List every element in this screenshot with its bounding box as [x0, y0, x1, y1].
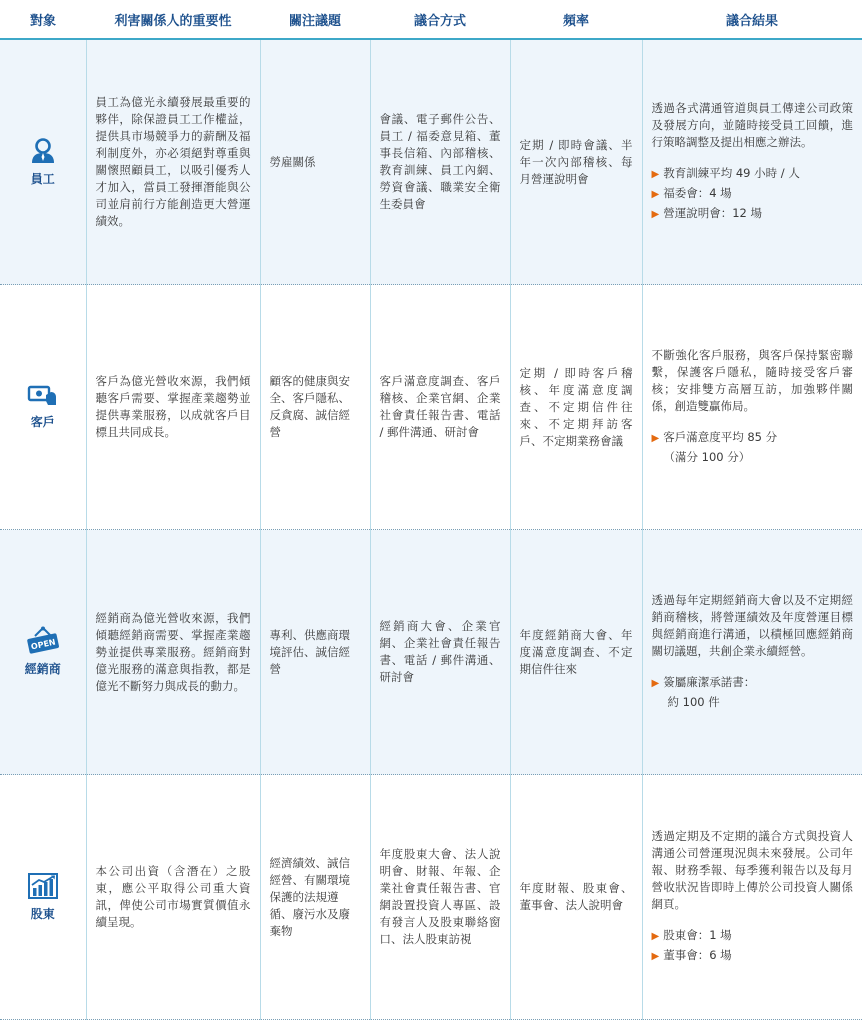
result-text: 透過各式溝通管道與員工傳達公司政策及發展方向，並隨時接受員工回饋，進行策略調整及提出相應之辦法。: [651, 100, 853, 149]
frequency-cell: 年度經銷商大會、年度滿意度調查、不定期信件往來: [510, 530, 642, 775]
stakeholder-cell: [0, 530, 86, 775]
employee-icon: [28, 136, 58, 166]
stakeholder-label: 股東: [30, 907, 55, 921]
result-cell: [642, 285, 862, 530]
triangle-bullet-icon: ▶: [651, 950, 660, 962]
result-bullet: ▶ 董事會：6 場: [651, 947, 732, 962]
header-frequency: 頻率: [510, 0, 642, 39]
table-row-distributor: [0, 530, 862, 775]
issues-cell: 專利、供應商環境評估、誠信經營: [260, 530, 370, 775]
issues-cell: 經濟績效、誠信經營、有關環境保護的法規遵循、廢污水及廢棄物: [260, 775, 370, 1020]
result-bullet: （滿分 100 分）: [663, 449, 751, 464]
header-methods: 議合方式: [370, 0, 510, 39]
triangle-bullet-icon: ▶: [651, 208, 660, 220]
stakeholder-cell: [0, 39, 86, 285]
frequency-cell: 年度財報、股東會、董事會、法人說明會: [510, 775, 642, 1020]
svg-text:OPEN: OPEN: [29, 637, 57, 652]
customer-icon: [27, 383, 59, 409]
table-row-customer: [0, 285, 862, 530]
importance-cell: 客戶為億光營收來源，我們傾聽客戶需要、掌握產業趨勢並提供專業服務，以成就客戶目標且共同成長。: [86, 285, 260, 530]
result-bullet: ▶ 營運說明會：12 場: [651, 205, 762, 220]
stakeholder-cell: [0, 775, 86, 1020]
bar-chart-icon: [26, 871, 60, 901]
frequency-cell: 定期 / 即時會議、半年一次內部稽核、每月營運說明會: [510, 39, 642, 285]
header-result: 議合結果: [642, 0, 862, 39]
stakeholder-label: 員工: [30, 172, 55, 186]
stakeholder-label: 經銷商: [24, 662, 61, 676]
issues-cell: 勞雇關係: [260, 39, 370, 285]
frequency-cell: 定期 / 即時客戶稽核、年度滿意度調查、不定期信件往來、不定期拜訪客戶、不定期業務會議: [510, 285, 642, 530]
methods-cell: 客戶滿意度調查、客戶稽核、企業官網、企業社會責任報告書、電話 / 郵件溝通、研討會: [370, 285, 510, 530]
result-bullet: ▶ 福委會：4 場: [651, 185, 732, 200]
open-sign-icon: [26, 626, 60, 656]
result-bullet: ▶ 股東會：1 場: [651, 927, 732, 942]
importance-cell: 員工為億光永續發展最重要的夥伴，除保證員工工作權益，提供具市場競爭力的薪酬及福利制度外，亦必須絕對尊重與關懷照顧員工，以吸引優秀人才加入，當員工發揮潛能與公司並肩前行方能創造更大營運績效。: [86, 39, 260, 285]
triangle-bullet-icon: ▶: [651, 677, 660, 689]
importance-cell: 經銷商為億光營收來源，我們傾聽經銷商需要、掌握產業趨勢並提供專業服務。經銷商對億光服務的滿意與指教，都是億光不斷努力與成長的動力。: [86, 530, 260, 775]
issues-cell: 顧客的健康與安全、客戶隱私、反貪腐、誠信經營: [260, 285, 370, 530]
result-bullet: ▶ 客戶滿意度平均 85 分: [651, 429, 778, 444]
table-row-shareholder: [0, 775, 862, 1020]
triangle-bullet-icon: ▶: [651, 432, 660, 444]
result-bullet: ▶ 簽屬廉潔承諾書：: [651, 674, 756, 689]
result-cell: [642, 39, 862, 285]
header-issues: 關注議題: [260, 0, 370, 39]
result-text: 透過定期及不定期的議合方式與投資人溝通公司營運現況與未來發展。公司年報、財務季報、每季獲利報告以及每月營收狀況皆即時上傳於公司投資人關係網頁。: [651, 828, 853, 911]
importance-cell: 本公司出資（含潛在）之股東，應公平取得公司重大資訊，俾使公司市場實質價值永續呈現。: [86, 775, 260, 1020]
triangle-bullet-icon: ▶: [651, 930, 660, 942]
header-importance: 利害關係人的重要性: [86, 0, 260, 39]
triangle-bullet-icon: ▶: [651, 188, 660, 200]
result-bullet: ▶ 教育訓練平均 49 小時 / 人: [651, 165, 800, 180]
table-header-row: [0, 0, 862, 39]
stakeholder-cell: [0, 285, 86, 530]
result-cell: [642, 530, 862, 775]
result-bullet: 約 100 件: [667, 694, 720, 709]
result-text: 不斷強化客戶服務，與客戶保持緊密聯繫，保護客戶隱私，隨時接受客戶審核；安排雙方高層互訪，加強夥伴關係，創造雙贏佈局。: [651, 347, 853, 413]
methods-cell: 會議、電子郵件公告、員工 / 福委意見箱、董事長信箱、內部稽核、教育訓練、員工內網、勞資會議、職業安全衛生委員會: [370, 39, 510, 285]
methods-cell: 經銷商大會、企業官網、企業社會責任報告書、電話 / 郵件溝通、研討會: [370, 530, 510, 775]
triangle-bullet-icon: ▶: [651, 168, 660, 180]
header-stakeholder: 對象: [0, 0, 86, 39]
result-cell: [642, 775, 862, 1020]
stakeholder-label: 客戶: [30, 415, 55, 429]
result-text: 透過每年定期經銷商大會以及不定期經銷商稽核，將營運績效及年度營運目標與經銷商進行溝通，以積極回應經銷商關切議題，共創企業永續經營。: [651, 592, 853, 658]
table-row-employee: [0, 39, 862, 285]
methods-cell: 年度股東大會、法人說明會、財報、年報、企業社會責任報告書、官網設置投資人專區、設有發言人及股東聯絡窗口、法人股東訪視: [370, 775, 510, 1020]
